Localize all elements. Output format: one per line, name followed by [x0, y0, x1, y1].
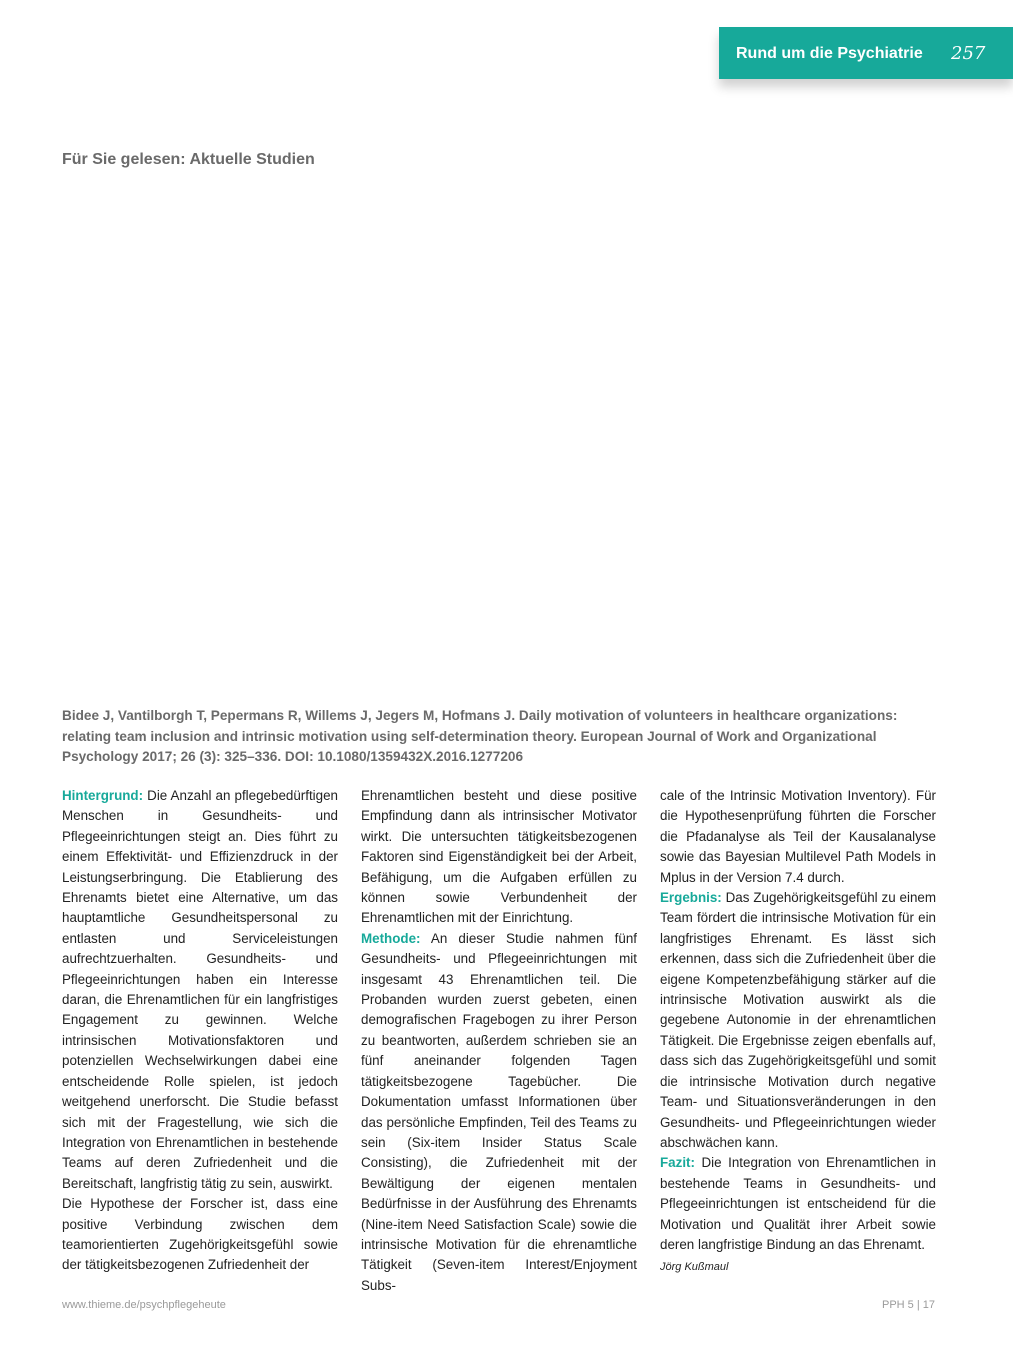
label-ergebnis: Ergebnis:	[660, 890, 722, 906]
footer-url: www.thieme.de/psychpflegeheute	[62, 1299, 226, 1311]
author-signature: Jörg Kußmaul	[660, 1261, 729, 1274]
paragraph-fazit: Fazit: Die Integration von Ehrenamtlichen in bestehende Teams in Gesundheits- und Pflegeeinrichtungen ist entscheidend für die Motivation und Qualität ihrer Arbeit sowie deren langfristige Bindung an das Ehrenamt.	[660, 1155, 936, 1252]
label-methode: Methode:	[361, 930, 421, 946]
label-fazit: Fazit:	[660, 1155, 695, 1171]
text-column-1	[62, 786, 338, 1276]
label-hintergrund: Hintergrund:	[62, 788, 144, 803]
text-column-2	[361, 786, 637, 1296]
text-column-3	[660, 786, 936, 1278]
section-title: Rund um die Psychiatrie	[736, 45, 923, 62]
paragraph-hintergrund: Hintergrund: Die Anzahl an pflegebedürftigen Menschen in Gesundheits- und Pflegeeinrichtungen steigt an. Dies führt zu einem Effektivität- und Effizienzdruck in der Leistungserbringung. Die Etablierung des Ehrenamts bietet eine Alternative, um das hauptamtliche Gesundheitspersonal zu entlasten und Serviceleistungen aufrechtzuerhalten. Gesundheits- und Pflegeeinrichtungen haben ein Interesse daran, die Ehrenamtlichen für ein langfristiges Engagement zu gewinnen. Welche intrinsischen Motivationsfaktoren und potenziellen Wechselwirkungen dabei eine entscheidende Rolle spielen, ist jedoch weitgehend unerforscht. Die Studie befasst sich mit der Fragestellung, wie sich die Integration von Ehrenamtlichen in bestehende Teams auf deren Zufriedenheit und die Bereitschaft, langfristig tätig zu sein, auswirkt.	[62, 788, 338, 1191]
paragraph-hypothese: Die Hypothese der Forscher ist, dass eine positive Verbindung zwischen dem teamorientierten Zugehörigkeitsgefühl sowie der tätigkeitsbezogenen Zufriedenheit der	[62, 1196, 338, 1273]
section-header-tab	[719, 27, 1013, 79]
paragraph-methode: Methode: An dieser Studie nahmen fünf Gesundheits- und Pflegeeinrichtungen mit insgesamt 43 Ehrenamtlichen teil. Die Probanden wurden zuerst gebeten, einen demografischen Fragebogen zu ihrer Person zu beantworten, außerdem schrieben sie an fünf aneinander folgenden Tagen tätigkeitsbezogene Tagebücher. Die Dokumentation umfasst Informationen über das persönliche Empfinden, Teil des Teams zu sein (Six-item Insider Status Scale Consisting), die Zufriedenheit mit der Bewältigung der eigenen mentalen Bedürfnisse in der Ausführung des Ehrenamts (Nine-item Need Satisfaction Scale) sowie die intrinsische Motivation für die ehrenamtliche Tätigkeit (Seven-item Interest/Enjoyment Subs-	[361, 930, 637, 1293]
study-citation: Bidee J, Vantilborgh T, Pepermans R, Willems J, Jegers M, Hofmans J. Daily motivation of volunteers in healthcare organizations: relating team inclusion and intrinsic motivation using self-determination theory. European Journal of Work and Organizational Psychology 2017; 26 (3): 325–336. DOI: 10.1080/1359432X.2016.1277206	[62, 708, 898, 764]
paragraph-ergebnis: Ergebnis: Das Zugehörigkeitsgefühl zu einem Team fördert die intrinsische Motivation für ein langfristiges Ehrenamt. Es lässt sich erkennen, dass sich die Zufriedenheit über die eigene Kompetenzbefähigung stärker auf die intrinsische Motivation auswirkt als die gegebene Autonomie in der ehrenamtlichen Tätigkeit. Die Ergebnisse zeigen ebenfalls auf, dass sich das Zugehörigkeitsgefühl und somit die intrinsische Motivation durch negative Team- und Situationsveränderungen in den Gesundheits- und Pflegeeinrichtungen wieder abschwächen kann.	[660, 890, 936, 1150]
paragraph-continued: Ehrenamtlichen besteht und diese positive Empfindung dann als intrinsischer Motivator wirkt. Die untersuchten tätigkeitsbezogenen Faktoren sind Eigenständigkeit bei der Arbeit, Befähigung, um die Aufgaben erfüllen zu können sowie Verbundenheit der Ehrenamtlichen mit der Einrichtung.	[361, 788, 637, 926]
footer-issue: PPH 5 | 17	[882, 1299, 935, 1311]
paragraph-continued-2: cale of the Intrinsic Motivation Inventory). Für die Hypothesenprüfung führten die Forscher die Pfadanalyse als Teil der Kausalanalyse sowie das Bayesian Multilevel Path Models in Mplus in der Version 7.4 durch.	[660, 788, 936, 885]
page-number: 257	[951, 43, 986, 64]
rubric-heading: Für Sie gelesen: Aktuelle Studien	[62, 151, 315, 168]
